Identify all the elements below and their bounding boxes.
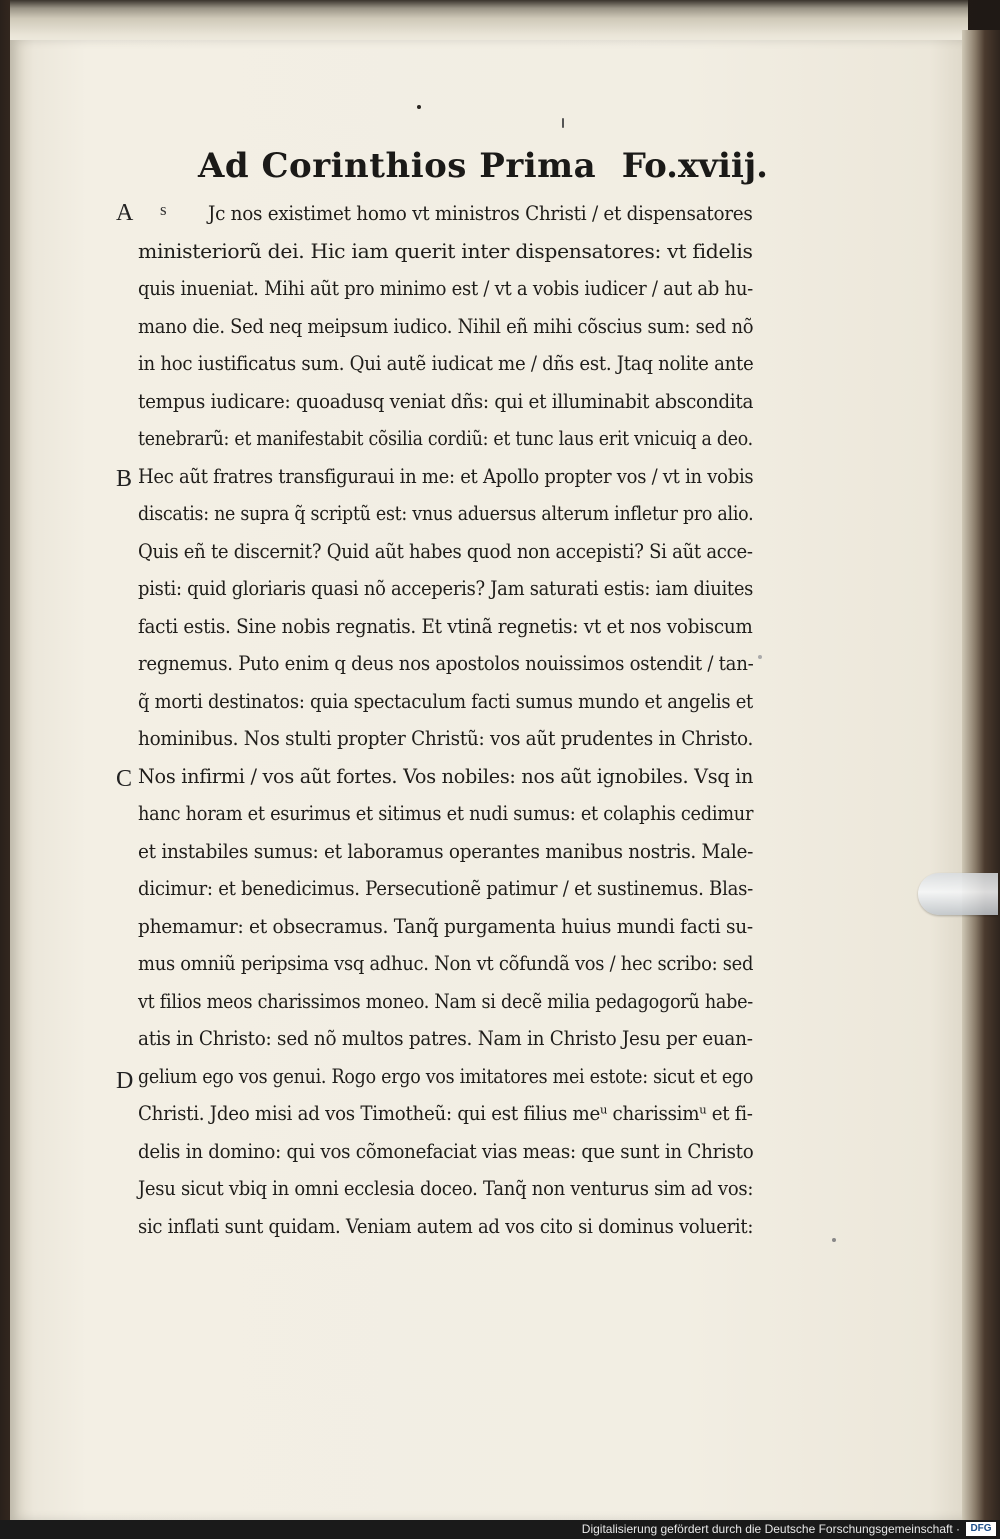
- page-clip: [918, 873, 998, 915]
- ink-mark: [562, 118, 564, 128]
- text-line: Quis eñ te discernit? Quid aũt habes quod non accepisti? Si aũt acce-: [138, 539, 753, 563]
- dfg-logo: DFG: [966, 1522, 996, 1536]
- text-line: hominibus. Nos stulti propter Christũ: vos aũt prudentes in Christo.: [138, 727, 754, 750]
- text-line: Jesu sicut vbiq in omni ecclesia doceo. Tanq̃ non venturus sim ad vos:: [138, 1177, 754, 1200]
- footer-credit: Digitalisierung gefördert durch die Deutsche Forschungsgemeinschaft ·: [581, 1522, 960, 1536]
- text-line: ministeriorũ dei. Hic iam querit inter dispensatores: vt fidelis: [138, 239, 753, 263]
- text-line: hanc horam et esurimus et sitimus et nudi sumus: et colaphis cedimur: [138, 802, 754, 825]
- text-line: vt filios meos charissimos moneo. Nam si decẽ milia pedagogorũ habe-: [138, 989, 753, 1013]
- text-line: facti estis. Sine nobis regnatis. Et vtinã regnetis: vt et nos vobiscum: [138, 614, 753, 638]
- text-line: Hec aũt fratres transfiguraui in me: et Apollo propter vos / vt in vobis: [138, 464, 754, 488]
- text-line: phemamur: et obsecramus. Tanq̃ purgamenta huius mundi facti su-: [138, 914, 753, 938]
- text-line: Jc nos existimet homo vt ministros Christi / et dispensatores: [208, 202, 753, 225]
- text-line: Nos infirmi / vos aũt fortes. Vos nobiles: nos aũt ignobiles. Vsq in: [138, 764, 754, 788]
- margin-letter-c: C: [116, 766, 133, 792]
- text-line: tenebrarũ: et manifestabit cõsilia cordiũ: et tunc laus erit vnicuiq a deo.: [138, 427, 753, 450]
- text-line: quis inueniat. Mihi aũt pro minimo est / vt a vobis iudicer / aut ab hu-: [138, 277, 753, 300]
- text-line: et instabiles sumus: et laboramus operantes manibus nostris. Male-: [138, 839, 754, 863]
- guide-letter: s: [160, 200, 167, 219]
- running-head: [198, 146, 768, 190]
- ink-speck: [832, 1238, 836, 1242]
- folio-number: Fo.xviij.: [621, 146, 768, 186]
- book-spine-edge: [962, 30, 1000, 1520]
- ink-speck: [417, 105, 421, 109]
- ink-speck: [758, 655, 762, 659]
- margin-letter-a: A: [116, 200, 134, 226]
- text-line: mano die. Sed neq meipsum iudico. Nihil eñ mihi cõscius sum: sed nõ: [138, 314, 754, 338]
- running-title: Ad Corinthios Prima: [198, 146, 597, 186]
- text-line: gelium ego vos genui. Rogo ergo vos imitatores mei estote: sicut et ego: [138, 1064, 754, 1088]
- text-line: discatis: ne supra q̃ scriptũ est: vnus aduersus alterum infletur pro alio.: [138, 502, 754, 525]
- text-line: Christi. Jdeo misi ad vos Timotheũ: qui est filius meᵘ charissimᵘ et fi-: [138, 1102, 753, 1125]
- text-line: q̃ morti destinatos: quia spectaculum facti sumus mundo et angelis et: [138, 689, 753, 713]
- text-line: regnemus. Puto enim q deus nos apostolos nouissimos ostendit / tan-: [138, 652, 754, 675]
- text-line: atis in Christo: sed nõ multos patres. Nam in Christo Jesu per euan-: [138, 1027, 753, 1050]
- text-line: pisti: quid gloriaris quasi nõ acceperis? Jam saturati estis: iam diuites: [138, 577, 754, 600]
- text-line: mus omniũ peripsima vsq adhuc. Non vt cõfundã vos / hec scribo: sed: [138, 952, 754, 975]
- text-line: tempus iudicare: quoadusq veniat dñs: qui et illuminabit abscondita: [138, 389, 754, 413]
- margin-letter-d: D: [116, 1068, 134, 1094]
- text-line: in hoc iustificatus sum. Qui autẽ iudicat me / dñs est. Jtaq nolite ante: [138, 352, 754, 375]
- text-line: dicimur: et benedicimus. Persecutionẽ patimur / et sustinemus. Blas-: [138, 877, 753, 900]
- text-line: delis in domino: qui vos cõmonefaciat vias meas: que sunt in Christo: [138, 1139, 754, 1163]
- text-line: sic inflati sunt quidam. Veniam autem ad vos cito si dominus voluerit:: [138, 1214, 754, 1238]
- margin-letter-b: B: [116, 466, 133, 492]
